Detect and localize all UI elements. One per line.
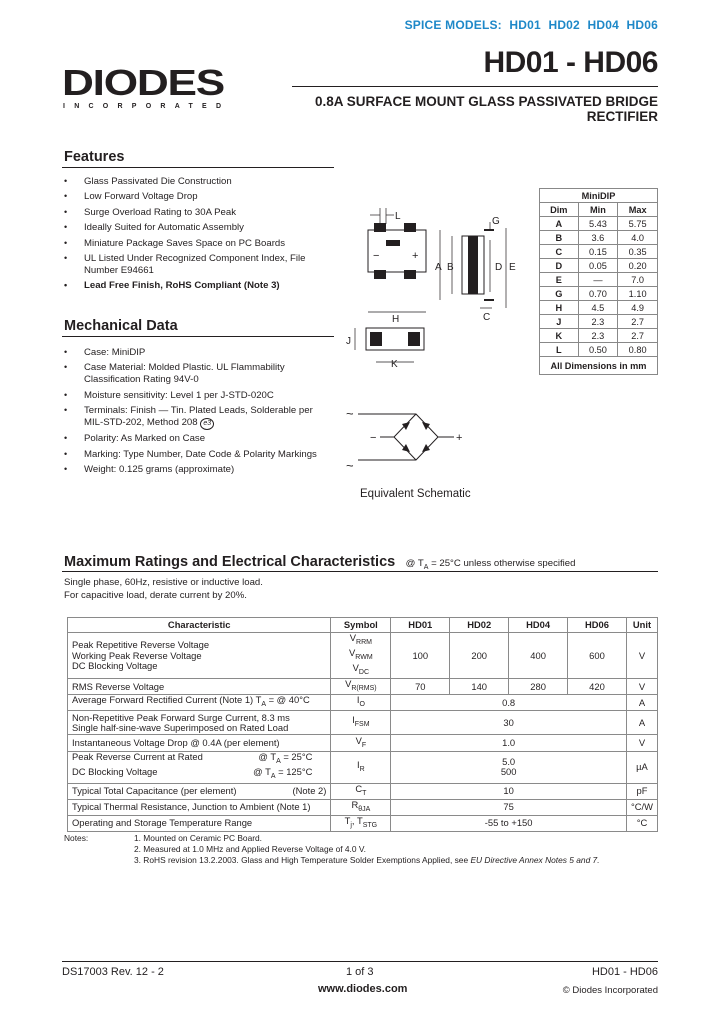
subtitle-line: 0.8A SURFACE MOUNT GLASS PASSIVATED BRIDGE — [314, 94, 658, 109]
table-cell: 4.5 — [578, 301, 618, 315]
list-item: • UL Listed Under Recognized Component Index, File Number E94661 — [62, 253, 320, 277]
logo-graphic — [62, 64, 227, 114]
lead — [370, 332, 382, 346]
table-header-row — [68, 618, 658, 633]
value-cell: 75 — [391, 799, 627, 815]
characteristic-cell: Typical Thermal Resistance, Junction to Ambient (Note 1) — [68, 799, 331, 815]
table-cell: 0.35 — [618, 245, 658, 259]
table-row — [540, 259, 658, 273]
footer-part-number: HD01 - HD06 — [591, 966, 658, 978]
column-header: Symbol — [331, 618, 391, 633]
table-row — [540, 273, 658, 287]
mechanical-rule — [62, 336, 334, 337]
package-drawing — [340, 200, 530, 390]
header-rule — [292, 86, 658, 87]
table-row — [68, 711, 658, 735]
ratings-rule — [62, 571, 658, 572]
e3-mark: e3 — [200, 418, 214, 430]
note-text: 1. Mounted on Ceramic PC Board. — [134, 833, 263, 843]
dim-label-l: L — [395, 211, 401, 222]
equivalent-schematic — [342, 400, 492, 480]
value-cell: 200 — [450, 633, 509, 679]
product-subtitle — [278, 94, 658, 124]
table-row — [68, 695, 658, 711]
ratings-heading — [64, 553, 575, 571]
table-row — [540, 329, 658, 343]
table-row — [540, 231, 658, 245]
unit-cell: °C/W — [626, 799, 657, 815]
unit-cell: V — [626, 679, 657, 695]
intro-line: For capacitive load, derate current by 20%. — [64, 589, 247, 601]
die-marker — [386, 240, 400, 246]
spice-model-link[interactable]: HD06 — [626, 18, 658, 32]
logo-wordmark: DIODES — [62, 64, 224, 103]
value-cell: 600 — [568, 633, 627, 679]
column-header: Min — [578, 203, 618, 217]
unit-cell: µA — [626, 752, 657, 783]
value-cell: 280 — [509, 679, 568, 695]
subtitle-line: RECTIFIER — [586, 109, 658, 124]
list-item: • Weight: 0.125 grams (approximate) — [62, 464, 320, 476]
dim-label-b: B — [447, 262, 454, 273]
value-cell: 100 — [391, 633, 450, 679]
symbol-cell: $I_O$ — [331, 695, 391, 711]
diode-icon — [422, 444, 430, 452]
table-cell: 0.80 — [618, 343, 658, 357]
ac-input-label: ~ — [346, 458, 354, 473]
unit-cell: °C — [626, 815, 657, 831]
column-header: Dim — [540, 203, 579, 217]
characteristic-cell: Average Forward Rectified Current (Note 1) $T_A$ = @ 40°C — [68, 695, 331, 711]
value-cell: 140 — [450, 679, 509, 695]
symbol-cell: $I_R$ — [331, 752, 391, 783]
symbol-cell: $R_{\theta JA}$ — [331, 799, 391, 815]
dim-label-h: H — [392, 314, 400, 325]
copyright: © Diodes Incorporated — [562, 985, 658, 996]
value-cell: 420 — [568, 679, 627, 695]
table-cell: K — [540, 329, 579, 343]
table-cell: 3.6 — [578, 231, 618, 245]
unit-cell: A — [626, 695, 657, 711]
table-cell: 5.43 — [578, 217, 618, 231]
characteristic-cell: Peak Reverse Current at Rated @ $T_A = 25^\circ C$ DC Blocking Voltage @ $T_A = 125^\circ C$ — [68, 752, 331, 783]
table-row — [68, 679, 658, 695]
table-cell: 2.3 — [578, 329, 618, 343]
value-cell: 70 — [391, 679, 450, 695]
characteristic-cell: Instantaneous Voltage Drop @ 0.4A (per element) — [68, 735, 331, 752]
unit-cell: A — [626, 711, 657, 735]
dim-label-c: C — [483, 312, 491, 323]
spice-model-link[interactable]: HD02 — [548, 18, 580, 32]
column-header: HD06 — [568, 618, 627, 633]
unit-cell: V — [626, 735, 657, 752]
lead — [404, 270, 416, 279]
value-cell: -55 to +150 — [391, 815, 627, 831]
diode-icon — [422, 422, 430, 430]
lead — [404, 223, 416, 232]
table-cell: 1.10 — [618, 287, 658, 301]
part-number-title: HD01 - HD06 — [483, 46, 658, 79]
table-cell: E — [540, 273, 579, 287]
table-cell: 5.75 — [618, 217, 658, 231]
characteristic-cell: Typical Total Capacitance (per element) (Note 2) — [68, 783, 331, 799]
minus-label: − — [370, 432, 377, 444]
lead — [408, 332, 420, 346]
logo-subtext: INCORPORATED — [63, 103, 221, 110]
list-item: • Case: MiniDIP — [62, 347, 320, 359]
table-row — [68, 752, 658, 783]
table-row — [68, 633, 658, 679]
list-item: • Low Forward Voltage Drop — [62, 191, 320, 203]
ratings-intro — [64, 577, 263, 602]
column-header: HD04 — [509, 618, 568, 633]
dim-label-j: J — [346, 336, 351, 347]
characteristic-cell: Operating and Storage Temperature Range — [68, 815, 331, 831]
side-view-core — [468, 236, 478, 294]
dim-label-a: A — [435, 262, 442, 273]
unit-cell: V — [626, 633, 657, 679]
list-item: • Moisture sensitivity: Level 1 per J-STD-020C — [62, 390, 320, 402]
table-footer: All Dimensions in mm — [540, 357, 658, 375]
plus-label: + — [412, 250, 419, 262]
value-cell: 10 — [391, 783, 627, 799]
table-cell: 0.50 — [578, 343, 618, 357]
schematic-wire — [394, 414, 416, 460]
notes-block — [64, 833, 664, 866]
spice-model-link[interactable]: HD01 — [509, 18, 541, 32]
table-cell: 0.15 — [578, 245, 618, 259]
table-cell: 4.0 — [618, 231, 658, 245]
table-cell: J — [540, 315, 579, 329]
list-item: • Glass Passivated Die Construction — [62, 176, 320, 188]
features-title: Features — [64, 149, 125, 165]
lead — [374, 223, 386, 232]
diodes-logo — [62, 64, 227, 114]
notes-label: Notes: — [64, 833, 89, 843]
table-cell: — — [578, 273, 618, 287]
list-item — [62, 405, 320, 430]
table-cell: H — [540, 301, 579, 315]
website-link[interactable]: www.diodes.com — [318, 983, 408, 995]
characteristic-cell: RMS Reverse Voltage — [68, 679, 331, 695]
diode-icon — [402, 444, 410, 452]
plus-label: + — [456, 432, 463, 444]
list-item: • Miniature Package Saves Space on PC Boards — [62, 238, 320, 250]
mechanical-title: Mechanical Data — [64, 318, 178, 334]
table-row — [540, 245, 658, 259]
note-text: 3. RoHS revision 13.2.2003. Glass and High Temperature Solder Exemptions Applied, see EU Directive Annex Notes 5 and 7. — [134, 855, 600, 865]
table-cell: 2.7 — [618, 329, 658, 343]
value-cell: 5.0 500 — [391, 752, 627, 783]
dim-label-e: E — [509, 262, 516, 273]
symbol-cell: $V_F$ — [331, 735, 391, 752]
value-cell: 0.8 — [391, 695, 627, 711]
table-row — [540, 217, 658, 231]
column-header: HD01 — [391, 618, 450, 633]
symbol-cell: $I_{FSM}$ — [331, 711, 391, 735]
ratings-title: Maximum Ratings and Electrical Characteristics — [64, 554, 396, 570]
table-row — [68, 783, 658, 799]
spice-model-link[interactable]: HD04 — [587, 18, 619, 32]
table-cell: G — [540, 287, 579, 301]
unit-cell: pF — [626, 783, 657, 799]
symbol-cell: $T_j$, $T_{STG}$ — [331, 815, 391, 831]
characteristic-cell: Non-Repetitive Peak Forward Surge Current, 8.3 ms Single half-sine-wave Superimposed on Rated Load — [68, 711, 331, 735]
doc-id: DS17003 Rev. 12 - 2 — [62, 966, 164, 978]
features-list — [62, 176, 320, 296]
page-number: 1 of 3 — [346, 966, 374, 978]
value-cell: 1.0 — [391, 735, 627, 752]
column-header: Unit — [626, 618, 657, 633]
table-cell: 0.20 — [618, 259, 658, 273]
column-header: Max — [618, 203, 658, 217]
dim-label-d: D — [495, 262, 503, 273]
note-row — [64, 833, 664, 844]
intro-line: Single phase, 60Hz, resistive or inductive load. — [64, 577, 263, 588]
table-cell: 7.0 — [618, 273, 658, 287]
table-row — [540, 301, 658, 315]
table-row — [68, 735, 658, 752]
table-row — [68, 799, 658, 815]
symbol-cell: $V_{RRM}$ $V_{RWM}$ $V_{DC}$ — [331, 633, 391, 679]
list-item: • Surge Overload Rating to 30A Peak — [62, 207, 320, 219]
spice-models-line — [405, 18, 658, 32]
table-cell: 2.7 — [618, 315, 658, 329]
dim-label-k: K — [391, 359, 398, 370]
list-item: • Marking: Type Number, Date Code & Polarity Markings — [62, 449, 320, 461]
ratings-condition: @ $T_A = 25^\circ C$ unless otherwise specified — [405, 558, 576, 571]
list-item: • Case Material: Molded Plastic. UL Flammability Classification Rating 94V-0 — [62, 362, 320, 386]
table-header: MiniDIP — [540, 189, 658, 203]
table-cell: 4.9 — [618, 301, 658, 315]
table-row — [68, 815, 658, 831]
dim-label-g: G — [492, 216, 500, 227]
list-item-text: Terminals: Finish — Tin. Plated Leads, Solderable per MIL-STD-202, Method 208 — [84, 404, 313, 428]
symbol-cell: $V_{R(RMS)}$ — [331, 679, 391, 695]
list-item: • Polarity: As Marked on Case — [62, 433, 320, 445]
minus-label: − — [373, 250, 380, 262]
ac-input-label: ~ — [346, 406, 354, 421]
table-cell: A — [540, 217, 579, 231]
characteristic-cell: Peak Repetitive Reverse Voltage Working Peak Reverse Voltage DC Blocking Voltage — [68, 633, 331, 679]
column-header: Characteristic — [68, 618, 331, 633]
value-cell: 30 — [391, 711, 627, 735]
note-text: 2. Measured at 1.0 MHz and Applied Reverse Voltage of 4.0 V. — [134, 844, 367, 854]
table-cell: 2.3 — [578, 315, 618, 329]
value-cell: 400 — [509, 633, 568, 679]
table-cell: L — [540, 343, 579, 357]
diode-icon — [402, 422, 410, 430]
note-link: EU Directive Annex Notes 5 and 7. — [470, 855, 600, 865]
table-row — [540, 315, 658, 329]
mechanical-list — [62, 347, 320, 480]
table-cell: 0.70 — [578, 287, 618, 301]
schematic-caption: Equivalent Schematic — [360, 488, 471, 500]
table-row — [540, 343, 658, 357]
footer-rule — [62, 961, 658, 962]
table-cell: 0.05 — [578, 259, 618, 273]
table-cell: D — [540, 259, 579, 273]
dimension-table — [539, 188, 658, 375]
list-item: • Lead Free Finish, RoHS Compliant (Note 3) — [62, 280, 320, 292]
list-item: • Ideally Suited for Automatic Assembly — [62, 222, 320, 234]
column-header: HD02 — [450, 618, 509, 633]
lead — [374, 270, 386, 279]
features-rule — [62, 167, 334, 168]
ratings-table — [67, 617, 658, 832]
spice-label: SPICE MODELS: — [404, 18, 502, 32]
symbol-cell: $C_T$ — [331, 783, 391, 799]
table-row — [540, 287, 658, 301]
table-cell: B — [540, 231, 579, 245]
table-cell: C — [540, 245, 579, 259]
